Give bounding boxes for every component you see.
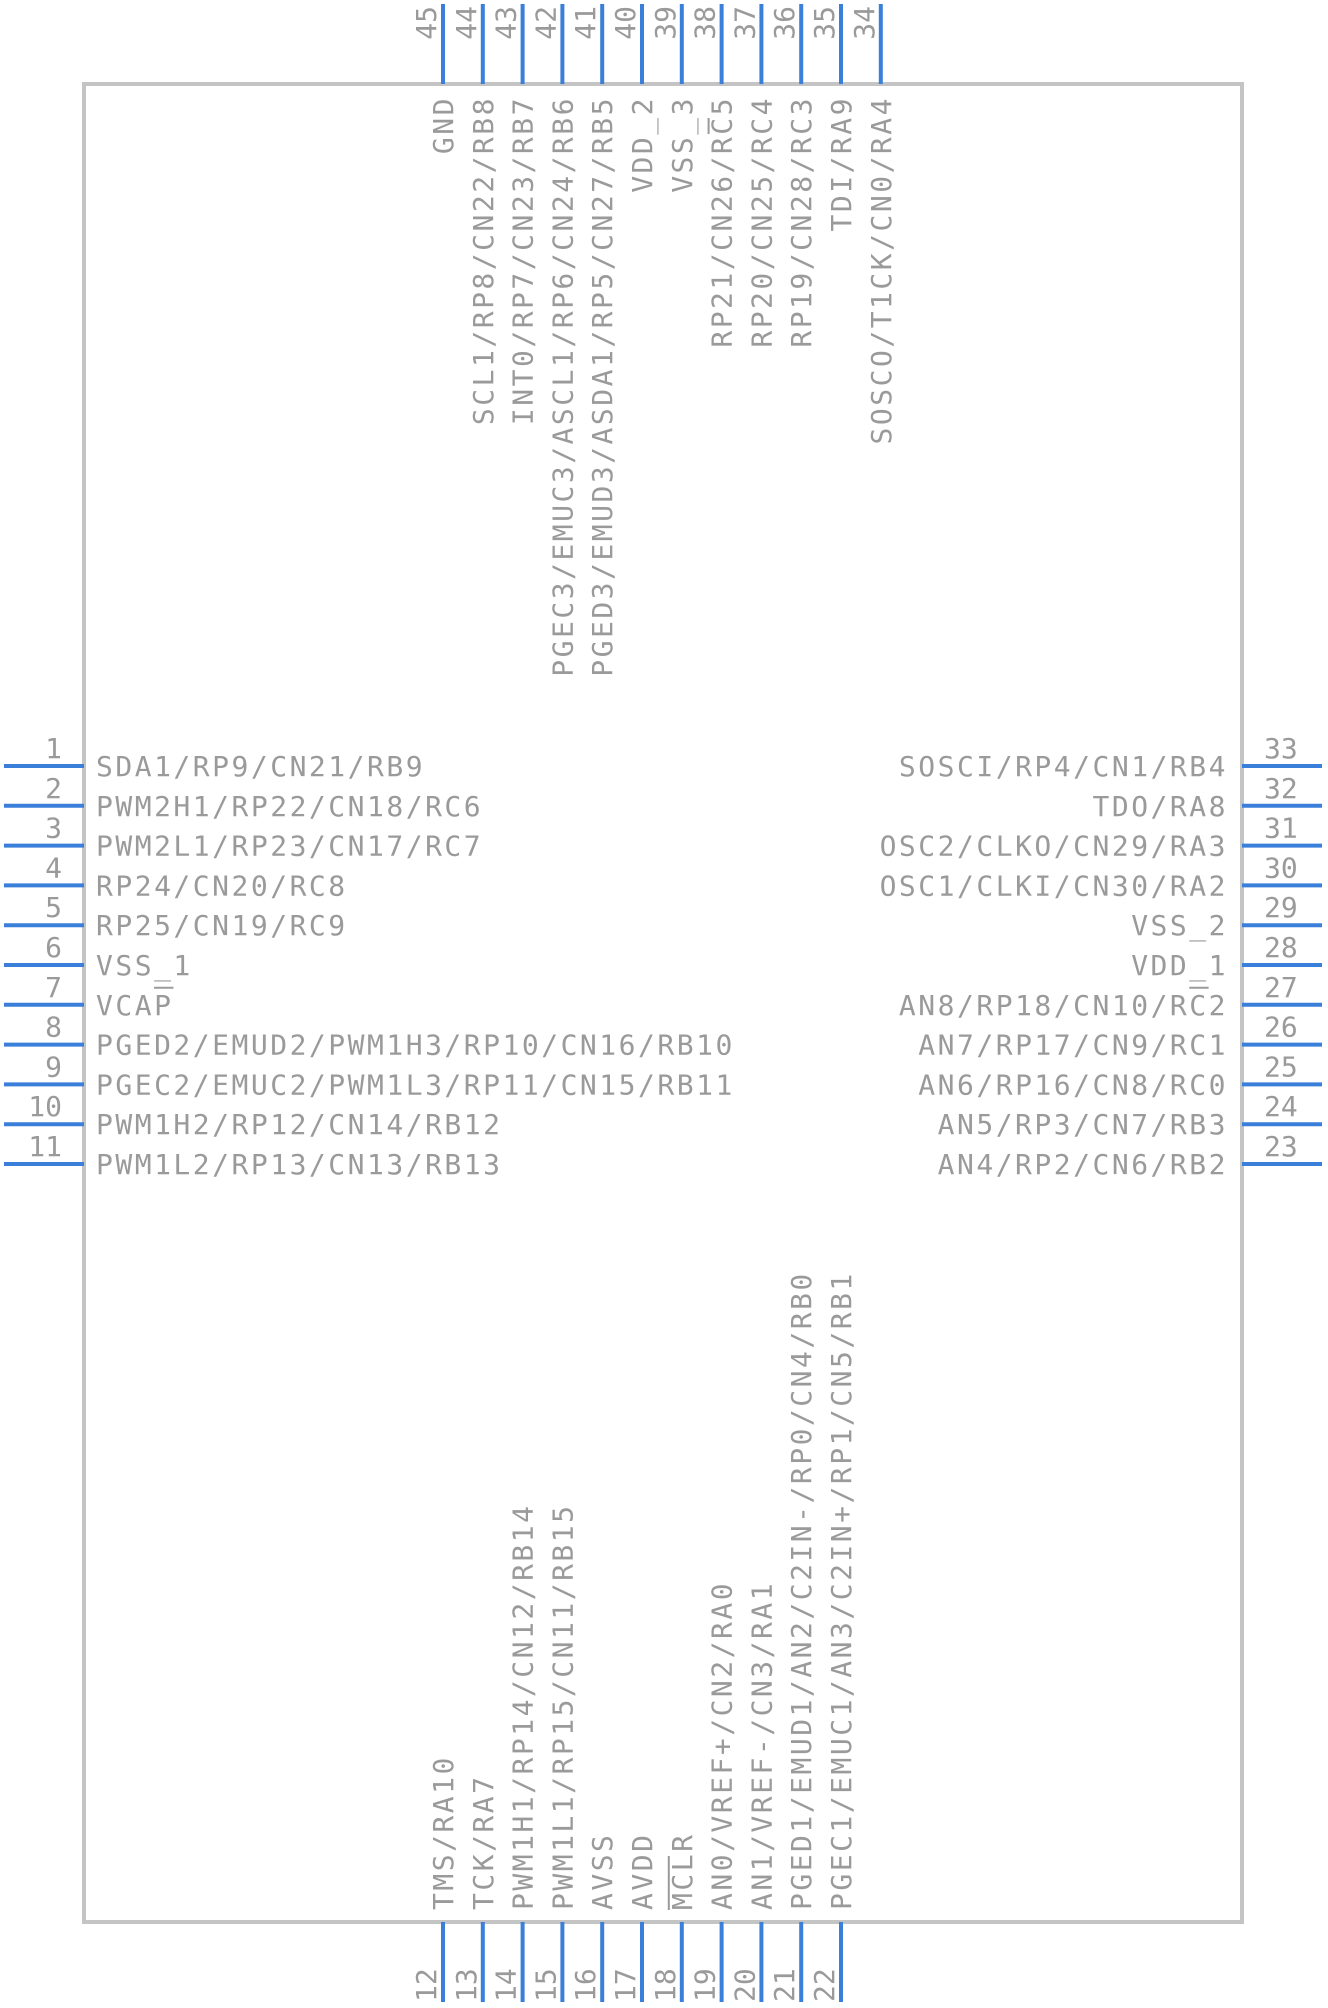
pin-number: 2 bbox=[45, 771, 62, 805]
pin-label: AN1/VREF-/CN3/RA1 bbox=[745, 1580, 779, 1910]
pin-bottom-19 bbox=[689, 1581, 739, 2002]
pin-label: PGEC2/EMUC2/PWM1L3/RP11/CN15/RB11 bbox=[96, 1068, 735, 1102]
pin-number: 26 bbox=[1264, 1010, 1298, 1044]
pin-number: 29 bbox=[1264, 891, 1298, 925]
pin-label: PWM1H1/RP14/CN12/RB14 bbox=[506, 1503, 540, 1910]
pin-left-1 bbox=[4, 732, 425, 783]
pin-label: SOSCO/T1CK/CN0/RA4 bbox=[864, 96, 898, 445]
pin-label: SCL1/RP8/CN22/RB8 bbox=[466, 96, 500, 426]
pin-number: 20 bbox=[728, 1968, 762, 2002]
pin-number: 34 bbox=[847, 6, 881, 40]
pin-label: PGED1/EMUD1/AN2/C2IN-/RP0/CN4/RB0 bbox=[785, 1271, 819, 1910]
pin-label: VCAP bbox=[96, 988, 174, 1022]
pin-number: 24 bbox=[1264, 1090, 1298, 1124]
pin-label: PWM2L1/RP23/CN17/RC7 bbox=[96, 829, 484, 863]
pin-label: TMS/RA10 bbox=[427, 1755, 460, 1910]
pin-label: AVSS bbox=[586, 1832, 620, 1910]
pin-label: VDD_1 bbox=[1131, 949, 1228, 982]
pin-label: PGED3/EMUD3/ASDA1/RP5/CN27/RB5 bbox=[586, 95, 620, 677]
pin-label: AN8/RP18/CN10/RC2 bbox=[898, 988, 1228, 1022]
pin-number: 21 bbox=[768, 1968, 802, 2002]
pin-label: PWM2H1/RP22/CN18/RC6 bbox=[96, 789, 484, 823]
pin-label: AN5/RP3/CN7/RB3 bbox=[937, 1108, 1228, 1142]
pin-number: 14 bbox=[489, 1968, 523, 2002]
pin-label: TDO/RA8 bbox=[1092, 789, 1228, 823]
pin-number: 11 bbox=[28, 1130, 62, 1163]
pin-number: 27 bbox=[1264, 970, 1298, 1004]
pin-label: RP25/CN19/RC9 bbox=[96, 909, 348, 943]
pin-number: 6 bbox=[45, 931, 62, 964]
right-pin-group bbox=[880, 732, 1322, 1181]
pin-number: 31 bbox=[1264, 811, 1298, 845]
pin-number: 16 bbox=[569, 1968, 603, 2002]
pin-label: AN7/RP17/CN9/RC1 bbox=[918, 1028, 1228, 1062]
pin-number: 9 bbox=[45, 1050, 62, 1084]
pin-number: 28 bbox=[1264, 931, 1298, 964]
pin-label: RP19/CN28/RC3 bbox=[785, 95, 819, 348]
pin-label: TCK/RA7 bbox=[466, 1774, 500, 1910]
pin-bottom-12 bbox=[410, 1755, 460, 2002]
pin-number: 36 bbox=[768, 6, 802, 40]
pin-number: 10 bbox=[28, 1090, 62, 1124]
pin-label: AVDD bbox=[626, 1832, 659, 1910]
pin-number: 38 bbox=[688, 6, 722, 40]
pin-label: RP24/CN20/RC8 bbox=[96, 869, 348, 903]
pin-label: GND bbox=[427, 96, 460, 155]
pin-label: PWM1L2/RP13/CN13/RB13 bbox=[96, 1148, 503, 1181]
pin-number: 37 bbox=[728, 6, 762, 40]
pin-label: SDA1/RP9/CN21/RB9 bbox=[96, 750, 426, 783]
pin-label: TDI/RA9 bbox=[825, 96, 858, 232]
pin-number: 33 bbox=[1264, 732, 1298, 765]
pin-label: PGEC1/EMUC1/AN3/C2IN+/RP1/CN5/RB1 bbox=[825, 1271, 858, 1910]
pin-label: VSS_1 bbox=[96, 949, 193, 982]
pin-number: 4 bbox=[45, 851, 62, 885]
pin-number: 15 bbox=[529, 1968, 563, 2002]
left-pin-group bbox=[4, 732, 735, 1181]
pin-bottom-14 bbox=[490, 1503, 540, 2002]
pin-label: INT0/RP7/CN23/RB7 bbox=[506, 96, 540, 426]
pin-label: VSS_3 bbox=[665, 96, 699, 193]
pin-label: PGED2/EMUD2/PWM1H3/RP10/CN16/RB10 bbox=[96, 1028, 735, 1062]
pin-label: SOSCI/RP4/CN1/RB4 bbox=[898, 750, 1228, 783]
pin-label: OSC2/CLKO/CN29/RA3 bbox=[879, 829, 1228, 863]
pin-number: 23 bbox=[1264, 1130, 1298, 1163]
pin-label: AN0/VREF+/CN2/RA0 bbox=[705, 1580, 739, 1910]
pin-number: 13 bbox=[449, 1968, 483, 2002]
pin-number: 5 bbox=[45, 891, 62, 925]
pin-top-44 bbox=[450, 4, 500, 425]
pin-number: 39 bbox=[648, 6, 682, 40]
pin-number: 22 bbox=[808, 1968, 841, 2002]
pin-number: 25 bbox=[1264, 1050, 1298, 1084]
pin-number: 18 bbox=[648, 1968, 682, 2002]
top-pin-group bbox=[410, 4, 898, 677]
pin-number: 30 bbox=[1264, 851, 1298, 885]
pin-label: AN6/RP16/CN8/RC0 bbox=[918, 1068, 1228, 1102]
pin-number: 1 bbox=[45, 732, 62, 765]
pin-number: 19 bbox=[688, 1968, 722, 2002]
pin-number: 40 bbox=[609, 6, 642, 40]
pin-label: VDD_2 bbox=[626, 96, 659, 193]
pin-number: 7 bbox=[45, 970, 62, 1004]
pin-number: 45 bbox=[410, 6, 443, 40]
pin-label: AN4/RP2/CN6/RB2 bbox=[937, 1148, 1228, 1181]
pin-number: 42 bbox=[529, 6, 563, 40]
pin-label: PWM1H2/RP12/CN14/RB12 bbox=[96, 1108, 503, 1142]
pin-right-33 bbox=[899, 732, 1322, 783]
pin-label: PWM1L1/RP15/CN11/RB15 bbox=[546, 1503, 580, 1910]
pin-label: VSS_2 bbox=[1131, 909, 1228, 943]
bottom-pin-group bbox=[410, 1271, 858, 2002]
pin-number: 8 bbox=[45, 1010, 62, 1044]
pin-number: 43 bbox=[489, 6, 523, 40]
pin-number: 41 bbox=[569, 6, 603, 40]
pin-label: PGEC3/EMUC3/ASCL1/RP6/CN24/RB6 bbox=[546, 96, 580, 677]
pin-number: 3 bbox=[45, 811, 62, 845]
pin-number: 17 bbox=[609, 1968, 642, 2002]
pin-label: OSC1/CLKI/CN30/RA2 bbox=[879, 869, 1228, 903]
pin-label: MCLR bbox=[665, 1832, 699, 1910]
pin-label: RP20/CN25/RC4 bbox=[745, 96, 779, 348]
pin-number: 12 bbox=[410, 1968, 443, 2002]
pin-label: RP21/CN26/RC5 bbox=[705, 96, 739, 348]
pin-right-27 bbox=[899, 971, 1322, 1022]
pin-number: 44 bbox=[449, 6, 483, 40]
pin-number: 32 bbox=[1264, 771, 1298, 805]
pin-number: 35 bbox=[808, 6, 841, 40]
